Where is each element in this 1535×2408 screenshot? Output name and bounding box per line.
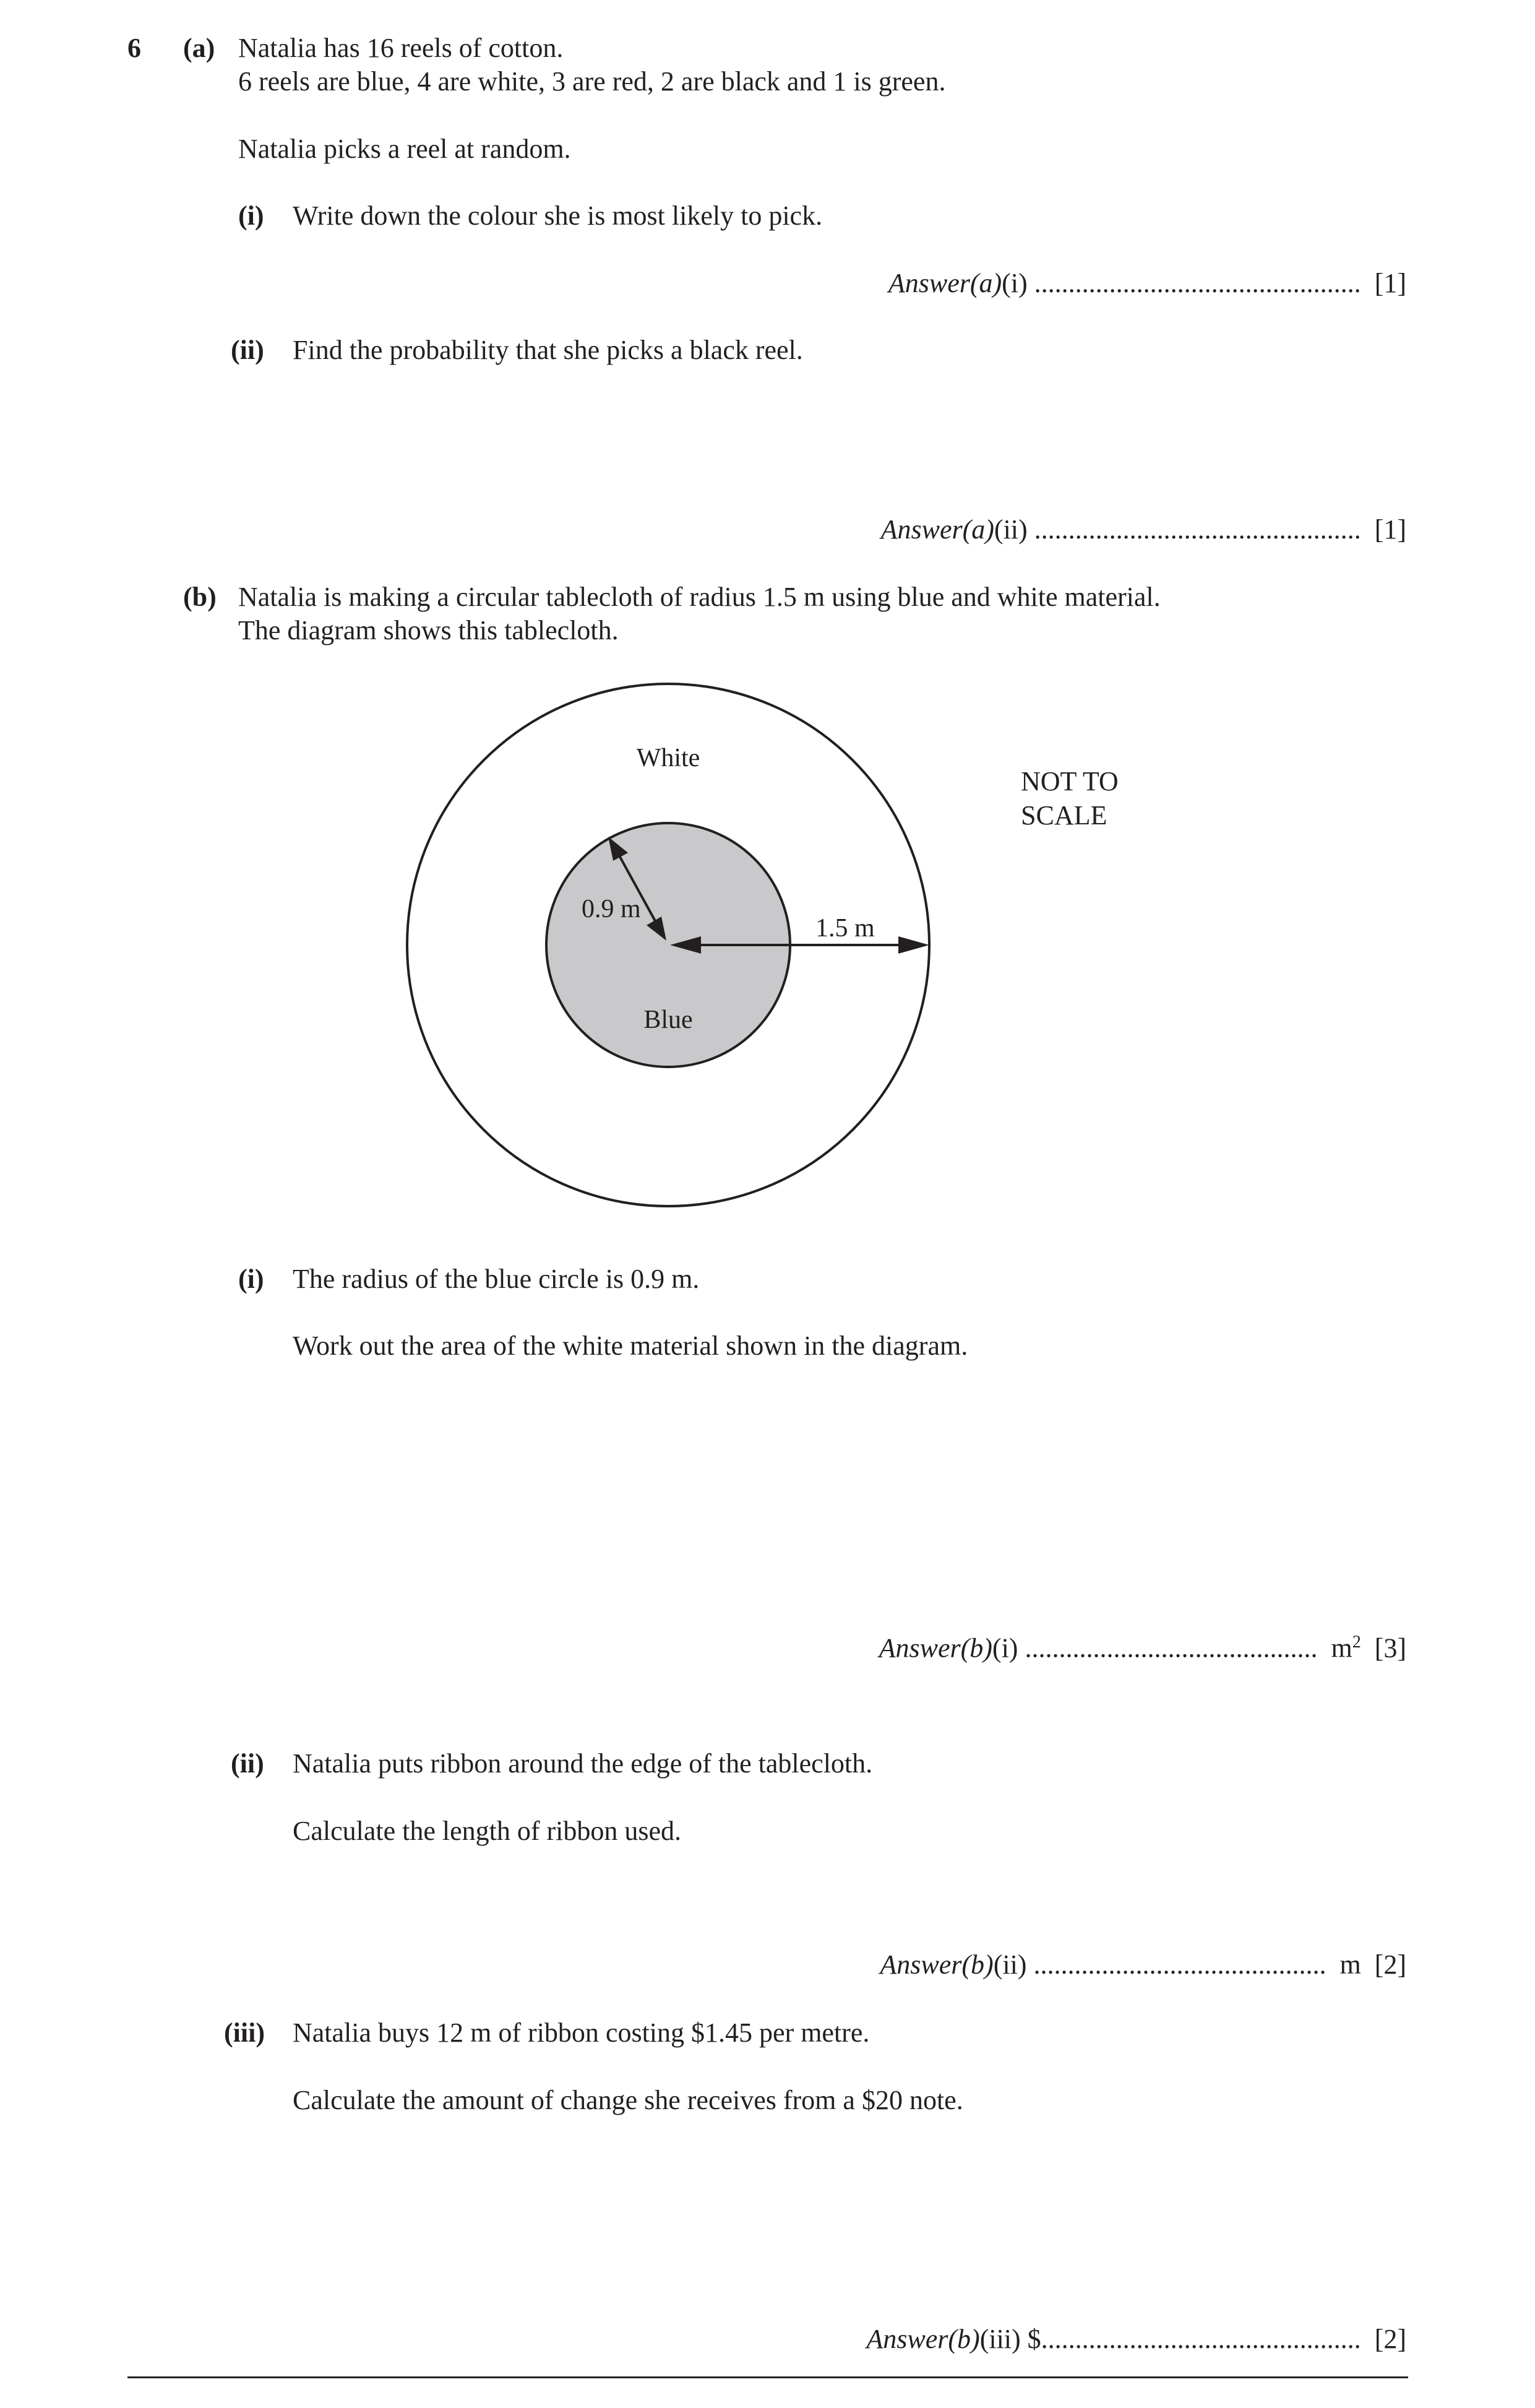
scale-note-line2: SCALE (1021, 800, 1107, 831)
part-b-iii-label: (iii) (224, 2017, 265, 2048)
unit-power: 2 (1352, 1633, 1361, 1652)
part-b-ii-text-line2: Calculate the length of ribbon used. (293, 1816, 682, 1846)
part-a-intro-line3: Natalia picks a reel at random. (238, 134, 571, 164)
part-b-intro-line2: The diagram shows this tablecloth. (238, 615, 619, 645)
part-a-ii-text: Find the probability that she picks a black reel. (293, 335, 803, 365)
question-number: 6 (127, 33, 141, 63)
answer-dots: (ii) ................................................ (994, 514, 1361, 545)
part-b-label: (b) (183, 582, 217, 612)
answer-prefix: Answer(a) (880, 514, 994, 545)
part-b-i-label: (i) (238, 1264, 264, 1294)
part-b-iii-text-line1: Natalia buys 12 m of ribbon costing $1.45 per metre. (293, 2017, 870, 2048)
outer-radius-label: 1.5 m (815, 914, 875, 943)
marks: [1] (1374, 514, 1406, 545)
unit: m (1339, 1949, 1361, 1980)
part-a-ii-label: (ii) (231, 335, 264, 365)
unit: m (1331, 1633, 1352, 1664)
answer-prefix: Answer(b) (866, 2324, 980, 2354)
marks: [2] (1374, 1949, 1406, 1980)
answer-dots: (ii) ........................................... (993, 1949, 1326, 1980)
marks: [2] (1374, 2324, 1406, 2354)
inner-radius-label: 0.9 m (582, 895, 641, 923)
answer-dots: (iii) $............................................... (979, 2324, 1361, 2354)
part-a-i-label: (i) (238, 201, 264, 231)
marks: [3] (1374, 1633, 1406, 1664)
part-b-iii-text-line2: Calculate the amount of change she receives from a $20 note. (293, 2085, 963, 2115)
part-a-label: (a) (183, 33, 215, 63)
answer-prefix: Answer(b) (880, 1949, 994, 1980)
outer-label-white: White (636, 744, 700, 772)
part-a-intro-line1: Natalia has 16 reels of cotton. (238, 33, 564, 63)
page-bottom-rule (127, 2376, 1408, 2378)
answer-dots: (i) ................................................ (1002, 268, 1361, 298)
part-b-ii-label: (ii) (231, 1748, 264, 1779)
scale-note-line1: NOT TO (1021, 766, 1119, 796)
answer-line-b-i[interactable] (879, 1634, 1406, 1662)
marks: [1] (1374, 268, 1406, 298)
answer-prefix: Answer(a) (888, 268, 1002, 298)
part-b-i-text-line2: Work out the area of the white material shown in the diagram. (293, 1331, 968, 1361)
part-a-i-text: Write down the colour she is most likely to pick. (293, 201, 823, 231)
answer-prefix: Answer(b) (879, 1633, 992, 1664)
answer-line-b-iii[interactable] (866, 2326, 1406, 2353)
part-b-i-text-line1: The radius of the blue circle is 0.9 m. (293, 1264, 700, 1294)
inner-label-blue: Blue (643, 1006, 693, 1034)
part-b-intro-line1: Natalia is making a circular tablecloth of radius 1.5 m using blue and white material. (238, 582, 1161, 612)
part-b-ii-text-line1: Natalia puts ribbon around the edge of the tablecloth. (293, 1748, 873, 1779)
answer-line-b-ii[interactable] (880, 1951, 1406, 1979)
part-a-intro-line2: 6 reels are blue, 4 are white, 3 are red, 2 are black and 1 is green. (238, 66, 946, 97)
answer-dots: (i) ........................................... (992, 1633, 1318, 1664)
